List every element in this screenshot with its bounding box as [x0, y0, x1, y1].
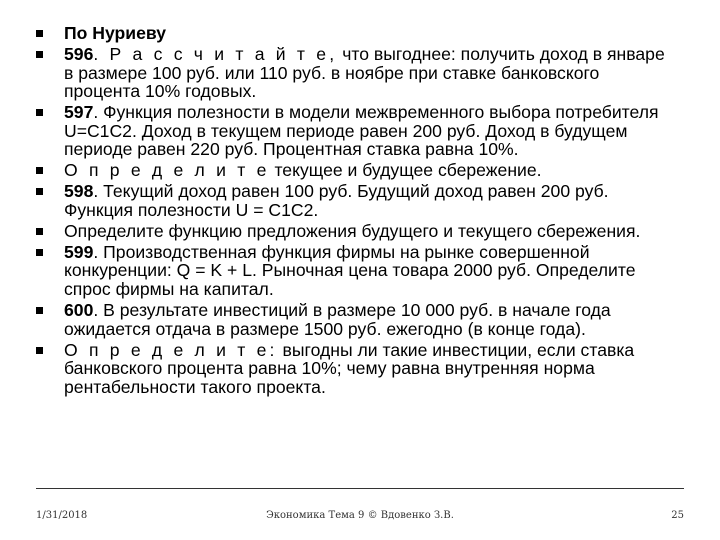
square-bullet-icon [36, 228, 43, 235]
square-bullet-icon [36, 307, 43, 314]
item-spaced: О п р е д е л и т е: [64, 339, 278, 360]
item-text: . В результате инвестиций в размере 10 000 руб. в начале года ожидается отдача в размере 1500 руб. ежегодно (в конце года). [64, 300, 611, 339]
list-item [36, 24, 676, 43]
item-text: . Функция полезности в модели межвременного выбора потребителя U=C1C2. Доход в текущем периоде равен 200 руб. Доход в будущем периоде равен 220 руб. Процентная ставка равна 10%. [64, 102, 659, 160]
square-bullet-icon [36, 51, 43, 58]
square-bullet-icon [36, 30, 43, 37]
square-bullet-icon [36, 188, 43, 195]
item-text: выгодны ли такие инвестиции, если ставка банковского процента равна 10%; чему равна внутренняя норма рентабельности такого проекта. [64, 339, 635, 397]
item-bold: 599 [64, 241, 94, 262]
list-item [36, 243, 676, 299]
square-bullet-icon [36, 249, 43, 256]
list-item [36, 301, 676, 338]
item-text: . Текущий доход равен 100 руб. Будущий доход равен 200 руб. Функция полезности U = C1C2. [64, 181, 609, 220]
list-item [36, 222, 676, 241]
footer-divider [36, 488, 684, 489]
item-spaced: О п р е д е л и т е [64, 160, 270, 181]
square-bullet-icon [36, 109, 43, 116]
item-text: Определите функцию предложения будущего и текущего сбережения. [64, 220, 641, 241]
page-number: 25 [671, 510, 684, 521]
item-text: текущее и будущее сбережение. [269, 160, 542, 181]
bullet-list [36, 24, 676, 399]
square-bullet-icon [36, 167, 43, 174]
list-item [36, 182, 676, 219]
item-text: что выгоднее: получить доход в январе в размере 100 руб. или 110 руб. в ноябре при ставке банковского процента 10% годовых. [64, 43, 665, 102]
footer-date: 1/31/2018 [36, 510, 88, 521]
list-item [36, 161, 676, 180]
item-bold: 598 [64, 181, 94, 202]
item-bold: 596 [64, 43, 94, 64]
item-bold: По Нуриеву [64, 23, 167, 43]
item-bold: 600 [64, 300, 94, 321]
list-item [36, 341, 676, 397]
list-item [36, 103, 676, 159]
footer-title: Экономика Тема 9 © Вдовенко З.В. [266, 510, 454, 521]
item-spaced: . Р а с с ч и т а й т е, [93, 43, 338, 64]
item-text: . Производственная функция фирмы на рынке совершенной конкуренции: Q = K + L. Рыночная цена товара 2000 руб. Определите спрос фирмы на капитал. [64, 241, 636, 300]
square-bullet-icon [36, 347, 43, 354]
item-bold: 597 [64, 102, 94, 123]
list-item [36, 45, 676, 101]
